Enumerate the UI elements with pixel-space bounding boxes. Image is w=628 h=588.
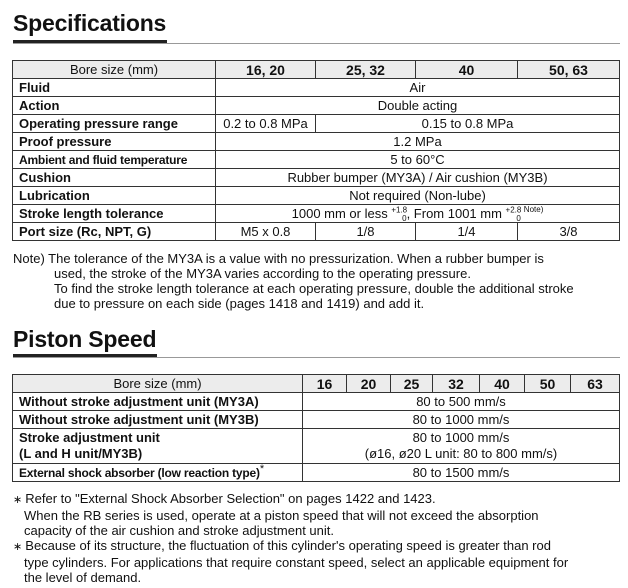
operating-pressure-small-bore: 0.2 to 0.8 MPa: [216, 115, 316, 133]
note-line: To find the stroke length tolerance at each operating pressure, double the additional stroke: [54, 281, 574, 296]
note-line: capacity of the air cushion and stroke adjustment unit.: [24, 523, 335, 538]
port-size-16-20: M5 x 0.8: [216, 223, 316, 241]
note-line: [13, 538, 623, 555]
stroke-tolerance-label: Stroke length tolerance: [13, 205, 216, 223]
tolerance-1-upper: +1.8: [391, 205, 408, 215]
bore-16-header: 16: [303, 375, 347, 393]
note-line: used, the stroke of the MY3A varies according to the operating pressure.: [54, 266, 471, 281]
stroke-adjustment-value: [303, 429, 620, 464]
note-text: Refer to "External Shock Absorber Selection" on pages 1422 and 1423.: [25, 491, 436, 506]
table-row: [13, 464, 620, 482]
note-line: type cylinders. For applications that require constant speed, select an applicable equipment for: [24, 555, 569, 570]
note-reference: Note): [523, 205, 544, 215]
cushion-value: Rubber bumper (MY3A) / Air cushion (MY3B): [216, 169, 620, 187]
note-line: [13, 491, 623, 508]
cushion-label: Cushion: [13, 169, 216, 187]
external-shock-value: 80 to 1500 mm/s: [303, 464, 620, 482]
external-shock-label: [13, 464, 303, 482]
proof-pressure-value: 1.2 MPa: [216, 133, 620, 151]
table-header-row: [13, 61, 620, 79]
without-my3b-label: Without stroke adjustment unit (MY3B): [13, 411, 303, 429]
table-row: [13, 169, 620, 187]
operating-pressure-large-bore: 0.15 to 0.8 MPa: [316, 115, 620, 133]
without-my3b-value: 80 to 1000 mm/s: [303, 411, 620, 429]
table-row: [13, 97, 620, 115]
table-row: [13, 151, 620, 169]
table-row: [13, 115, 620, 133]
lubrication-value: Not required (Non-lube): [216, 187, 620, 205]
tolerance-1-lower: 0: [402, 214, 407, 223]
without-my3a-value: 80 to 500 mm/s: [303, 393, 620, 411]
note-line: When the RB series is used, operate at a piston speed that will not exceed the absorption: [24, 508, 539, 523]
stroke-tolerance-value: [216, 205, 620, 223]
table-row: [13, 429, 620, 464]
proof-pressure-label: Proof pressure: [13, 133, 216, 151]
stroke-adjustment-label-line1: Stroke adjustment unit: [19, 430, 160, 445]
operating-pressure-label: Operating pressure range: [13, 115, 216, 133]
bore-40-header: 40: [416, 61, 518, 79]
bore-50-63-header: 50, 63: [518, 61, 620, 79]
note-line: the level of demand.: [24, 570, 142, 585]
ambient-temp-label: Ambient and fluid temperature: [13, 151, 216, 169]
specifications-note: [13, 251, 623, 311]
piston-speed-table: [12, 374, 620, 482]
table-row: [13, 223, 620, 241]
asterisk-icon: ∗: [13, 494, 26, 506]
port-size-25-32: 1/8: [316, 223, 416, 241]
tolerance-2-lower: 0: [516, 214, 521, 223]
bore-40-header: 40: [480, 375, 525, 393]
bore-20-header: 20: [347, 375, 391, 393]
specifications-divider: [13, 43, 620, 44]
note-line: Note) The tolerance of the MY3A is a value with no pressurization. When a rubber bumper is: [13, 251, 544, 266]
bore-32-header: 32: [433, 375, 480, 393]
note-text: Because of its structure, the fluctuation of this cylinder's operating speed is greater than rod: [25, 538, 551, 553]
table-row: [13, 187, 620, 205]
action-value: Double acting: [216, 97, 620, 115]
stroke-tolerance-part1: 1000 mm or less: [291, 205, 392, 221]
stroke-adjustment-value-line2: (ø16, ø20 L unit: 80 to 800 mm/s): [364, 446, 558, 461]
bore-size-header: Bore size (mm): [13, 61, 216, 79]
fluid-value: Air: [216, 79, 620, 97]
stroke-adjustment-label-line2: (L and H unit/MY3B): [19, 446, 143, 461]
bore-50-header: 50: [525, 375, 571, 393]
piston-speed-title: Piston Speed: [13, 326, 157, 352]
bore-size-header: Bore size (mm): [13, 375, 303, 393]
note-line: due to pressure on each side (pages 1418 and 1419) and add it.: [54, 296, 425, 311]
without-my3a-label: Without stroke adjustment unit (MY3A): [13, 393, 303, 411]
asterisk-icon: ∗: [13, 541, 26, 553]
stroke-adjustment-label: [13, 429, 303, 464]
port-size-50-63: 3/8: [518, 223, 620, 241]
bore-25-32-header: 25, 32: [316, 61, 416, 79]
table-row: [13, 393, 620, 411]
port-size-40: 1/4: [416, 223, 518, 241]
fluid-label: Fluid: [13, 79, 216, 97]
table-header-row: [13, 375, 620, 393]
piston-speed-notes: [13, 491, 623, 585]
table-row: [13, 411, 620, 429]
table-row: [13, 133, 620, 151]
specifications-table: [12, 60, 620, 241]
lubrication-label: Lubrication: [13, 187, 216, 205]
tolerance-2-upper: +2.8: [505, 205, 522, 215]
table-row: [13, 205, 620, 223]
bore-16-20-header: 16, 20: [216, 61, 316, 79]
bore-63-header: 63: [571, 375, 620, 393]
external-shock-label-text: External shock absorber (low reaction type): [19, 465, 260, 480]
ambient-temp-value: 5 to 60°C: [216, 151, 620, 169]
specifications-title: Specifications: [13, 10, 167, 36]
piston-speed-divider: [13, 357, 620, 358]
bore-25-header: 25: [391, 375, 433, 393]
table-row: [13, 79, 620, 97]
asterisk-mark: *: [259, 463, 264, 475]
action-label: Action: [13, 97, 216, 115]
stroke-tolerance-part2: , From 1001 mm: [406, 205, 506, 221]
stroke-adjustment-value-line1: 80 to 1000 mm/s: [412, 430, 510, 445]
port-size-label: Port size (Rc, NPT, G): [13, 223, 216, 241]
